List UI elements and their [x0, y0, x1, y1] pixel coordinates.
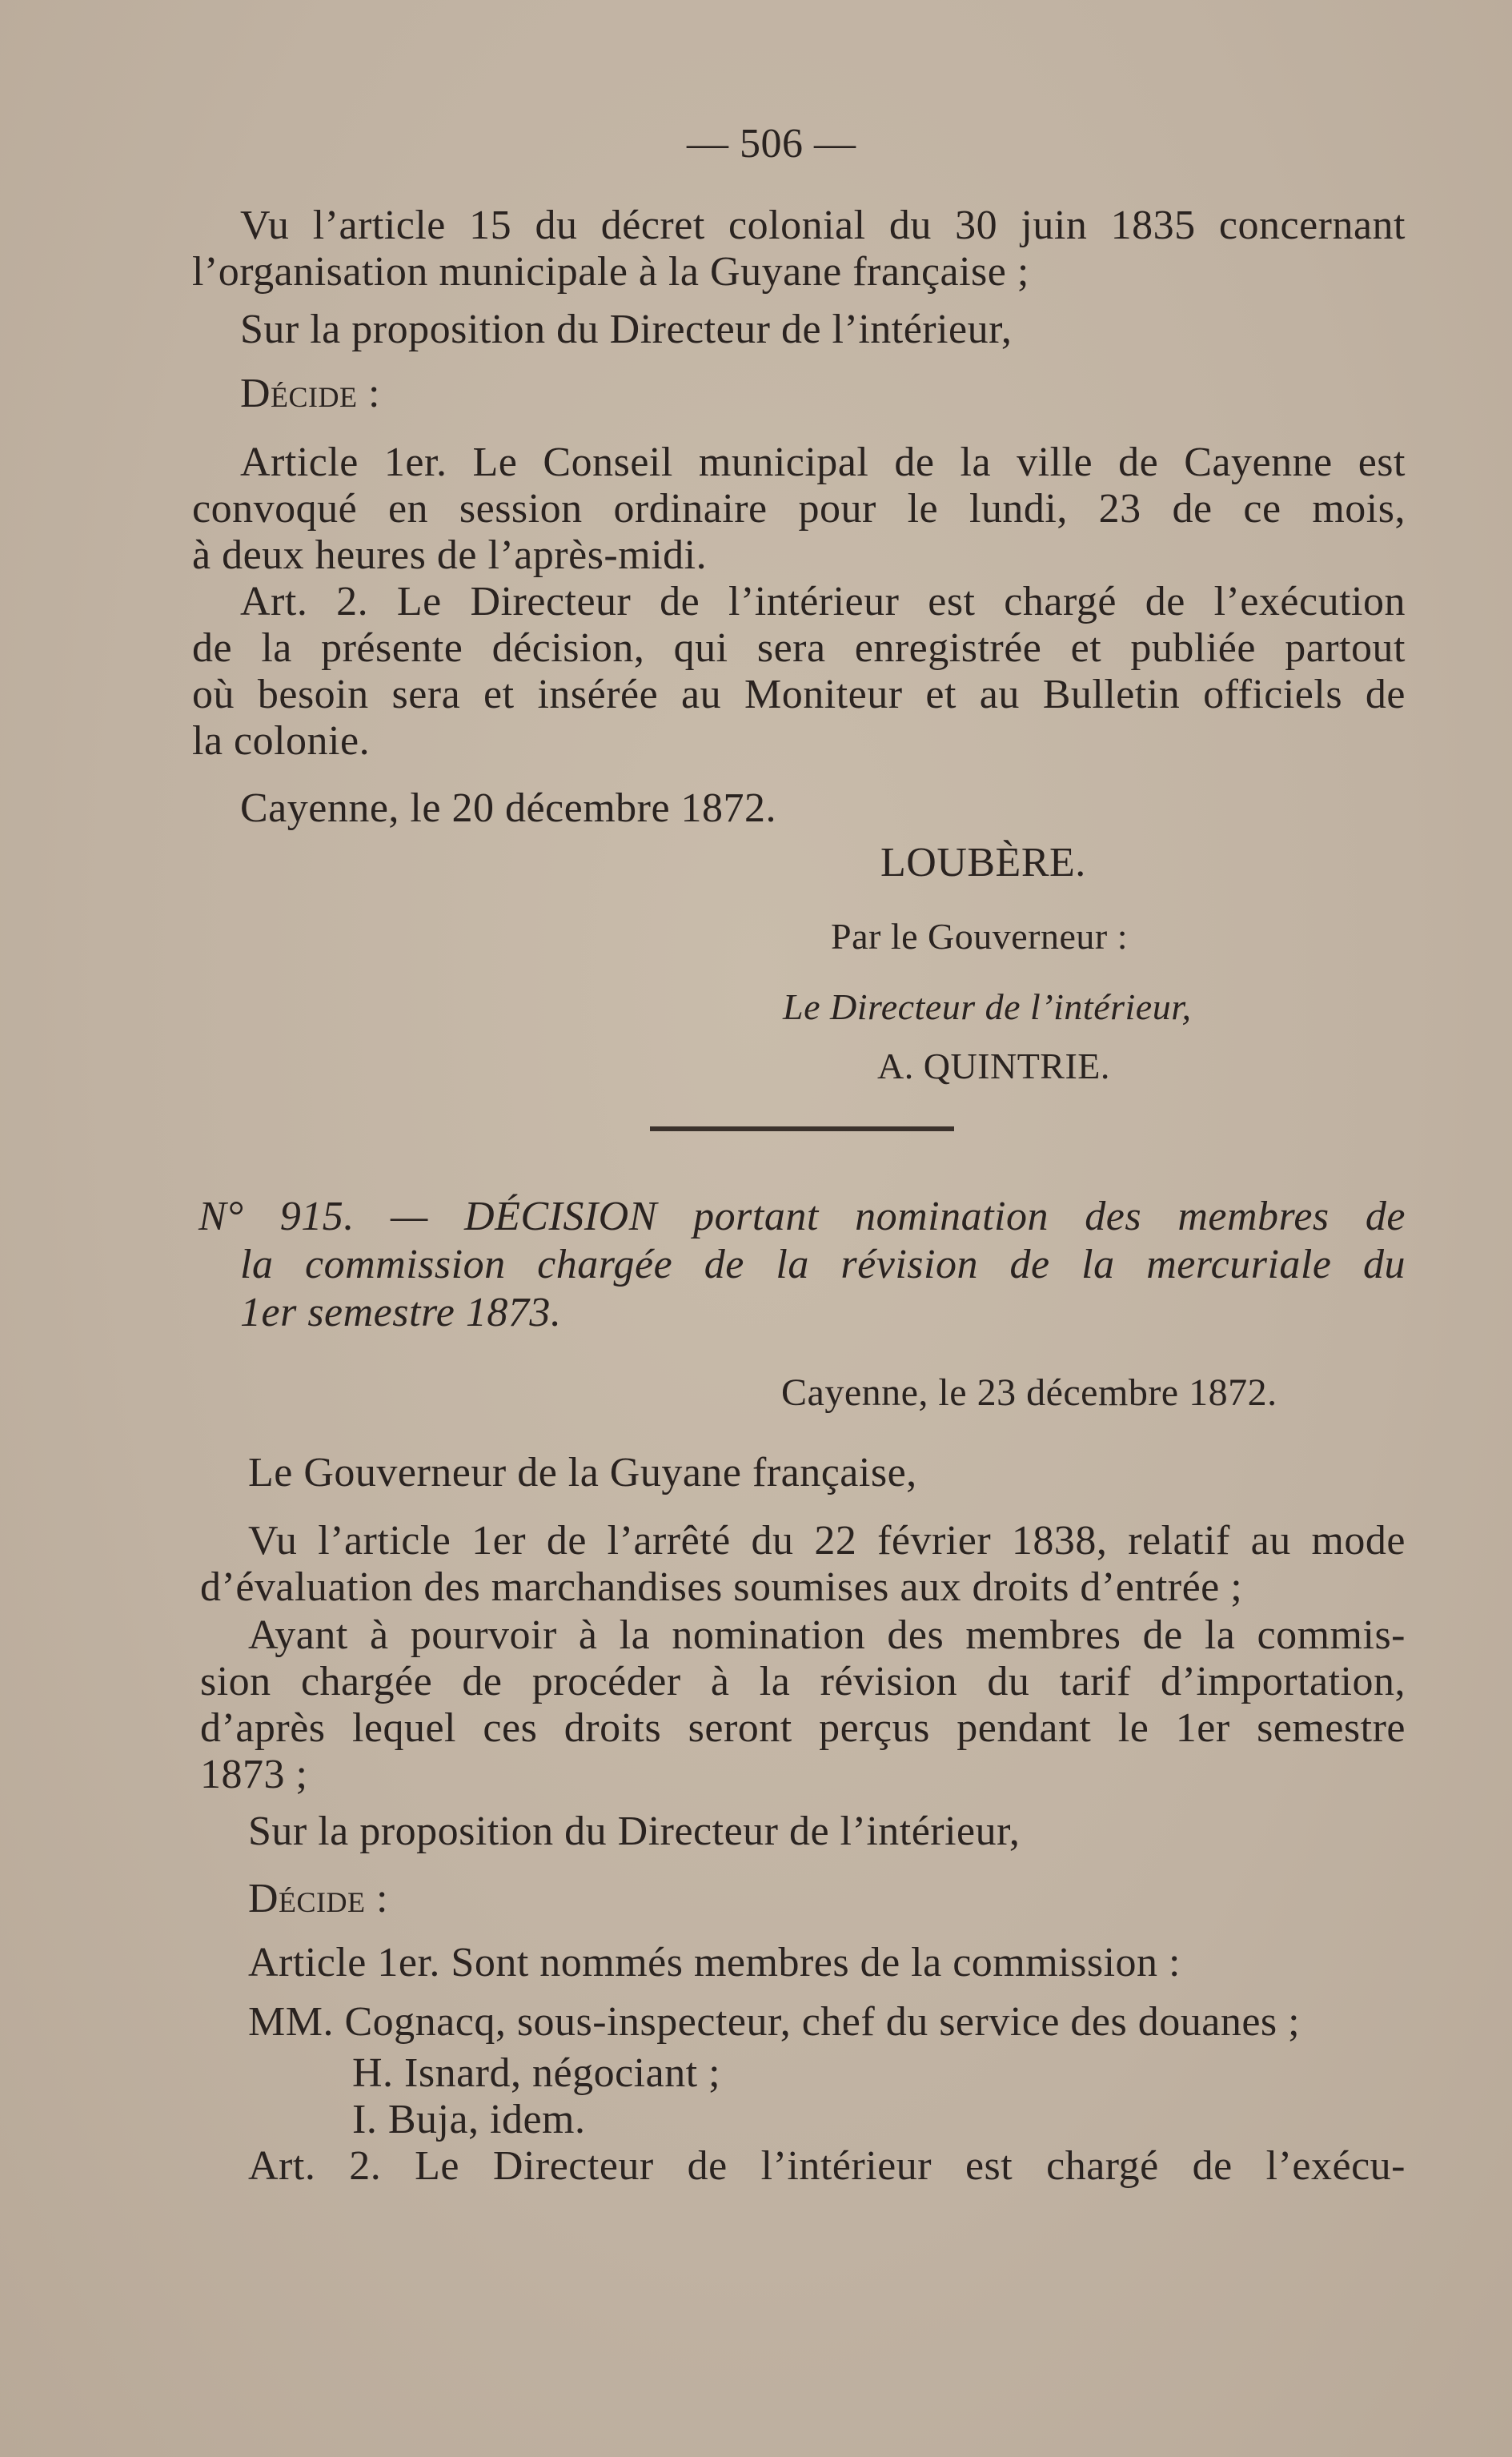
paragraph-line: Vu l’article 15 du décret colonial du 30 juin 1835 concernant — [240, 203, 1406, 248]
decide-heading: Décide : — [248, 1876, 388, 1921]
article-line: Article 1er. Le Conseil municipal de la ville de Cayenne est — [240, 440, 1406, 485]
decision-date: Cayenne, le 23 décembre 1872. — [781, 1371, 1277, 1414]
article-line: Art. 2. Le Directeur de l’intérieur est chargé de l’exécution — [240, 579, 1406, 624]
signing-date: Cayenne, le 20 décembre 1872. — [240, 785, 777, 831]
governor-heading: Le Gouverneur de la Guyane française, — [248, 1450, 917, 1495]
director-title: Le Directeur de l’intérieur, — [783, 986, 1192, 1027]
article-line: à deux heures de l’après-midi. — [192, 532, 708, 578]
paragraph-line: d’après lequel ces droits seront perçus pendant le 1er semestre — [200, 1705, 1406, 1751]
director-signature: A. QUINTRIE. — [877, 1046, 1110, 1086]
article-line: Art. 2. Le Directeur de l’intérieur est chargé de l’exécu- — [248, 2143, 1406, 2189]
article-line: de la présente décision, qui sera enregistrée et publiée partout — [192, 625, 1406, 671]
decision-heading-line: la commission chargée de la révision de la mercuriale du — [240, 1242, 1406, 1287]
paragraph-line: l’organisation municipale à la Guyane française ; — [192, 249, 1029, 295]
paragraph-line: Sur la proposition du Directeur de l’intérieur, — [248, 1809, 1021, 1854]
by-governor-line: Par le Gouverneur : — [831, 916, 1128, 957]
article-line: convoqué en session ordinaire pour le lundi, 23 de ce mois, — [192, 486, 1406, 532]
decision-heading-line: 1er semestre 1873. — [240, 1290, 562, 1335]
paragraph-line: sion chargée de procéder à la révision du tarif d’importation, — [200, 1659, 1406, 1704]
decision-heading-line: N° 915. — DÉCISION portant nomination des membres de — [199, 1194, 1406, 1239]
article-line: où besoin sera et insérée au Moniteur et au Bulletin officiels de — [192, 672, 1406, 717]
paragraph-line: 1873 ; — [200, 1752, 308, 1797]
section-divider — [650, 1126, 954, 1131]
member-line: MM. Cognacq, sous-inspecteur, chef du service des douanes ; — [248, 1999, 1301, 2045]
member-line: H. Isnard, négociant ; — [352, 2050, 721, 2096]
paragraph-line: d’évaluation des marchandises soumises aux droits d’entrée ; — [200, 1564, 1243, 1610]
member-line: I. Buja, idem. — [352, 2097, 586, 2142]
article-line: la colonie. — [192, 718, 371, 764]
decide-heading: Décide : — [240, 371, 380, 416]
article-line: Article 1er. Sont nommés membres de la commission : — [248, 1940, 1181, 1985]
governor-signature: LOUBÈRE. — [880, 840, 1086, 885]
paragraph-line: Ayant à pourvoir à la nomination des membres de la commis- — [248, 1612, 1406, 1658]
page-number: — 506 — — [687, 121, 856, 167]
paragraph-line: Sur la proposition du Directeur de l’intérieur, — [240, 307, 1013, 352]
paragraph-line: Vu l’article 1er de l’arrêté du 22 février 1838, relatif au mode — [248, 1518, 1406, 1564]
